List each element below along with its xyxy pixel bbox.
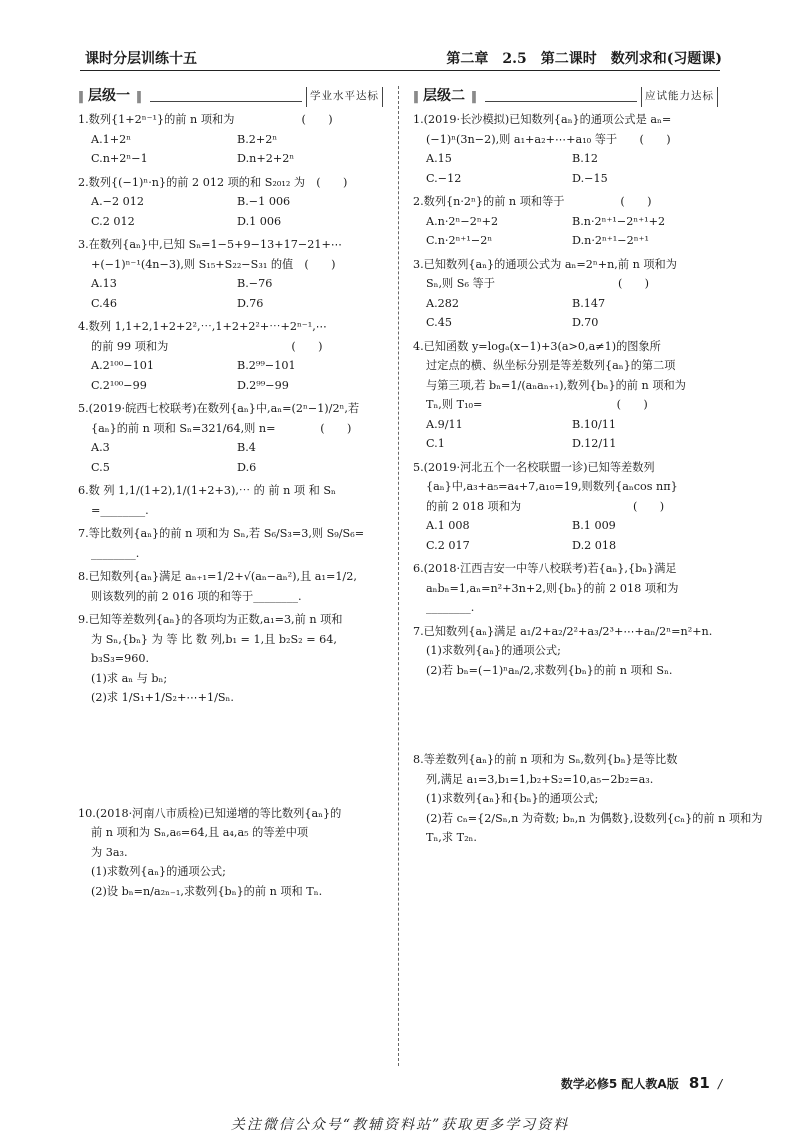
question-line: (1)求数列{aₙ}的通项公式; [91,865,226,878]
option-row [413,212,718,232]
option-row [413,536,718,556]
option-choice: C.n·2ⁿ⁺¹−2ⁿ [426,234,493,247]
question-3 [413,255,718,333]
question-line: 为 Sₙ,{bₙ} 为 等 比 数 列,b₁ = 1,且 b₂S₂ = 64, [91,632,337,646]
option-choice: B.2+2ⁿ [237,132,278,146]
spacer [78,708,383,804]
question-line: 3.在数列{aₙ}中,已知 Sₙ=1−5+9−13+17−21+⋯ [78,238,343,251]
option-choice: A.9/11 [426,417,463,431]
question-line: (2)求 1/S₁+1/S₂+⋯+1/Sₙ. [91,691,234,704]
level-title: 层级二 [423,88,465,105]
question-line: b₃S₃=960. [91,652,150,665]
option-choice: A.1+2ⁿ [91,132,132,146]
option-choice: B.4 [237,441,256,454]
level-line [150,92,302,102]
question-7 [78,524,383,563]
question-line: 8.等差数列{aₙ}的前 n 项和为 Sₙ,数列{bₙ}是等比数 [413,753,678,766]
question-line: (1)求数列{aₙ}和{bₙ}的通项公式; [426,792,599,805]
question-line: (−1)ⁿ(3n−2),则 a₁+a₂+⋯+a₁₀ 等于 ( ) [426,132,671,146]
question-line: 5.(2019·河北五个一名校联盟一诊)已知等差数列 [413,460,655,474]
option-choice: B.12 [572,152,599,165]
option-choice: D.70 [572,316,599,329]
option-choice: D.12/11 [572,437,617,450]
option-row [78,149,383,169]
question-2 [413,192,718,251]
column-divider [398,86,399,1066]
question-line: (2)设 bₙ=n/a₂ₙ₋₁,求数列{bₙ}的前 n 项和 Tₙ. [91,884,323,898]
option-choice: A.15 [426,152,452,165]
option-row [78,356,383,376]
option-choice: B.−1 006 [237,195,291,208]
question-6 [78,481,383,520]
option-choice: B.10/11 [572,417,617,431]
question-line: 的前 99 项和为 ( ) [91,339,323,353]
option-choice: D.76 [237,296,264,310]
option-choice: B.1 009 [572,519,616,532]
option-choice: A.2¹⁰⁰−101 [91,359,154,372]
question-line: 7.等比数列{aₙ}的前 n 项和为 Sₙ,若 S₆/S₃=3,则 S₉/S₆= [78,527,365,540]
level-mark-icon: ‖ [471,89,475,104]
question-line: 4.数列 1,1+2,1+2+2²,⋯,1+2+2²+⋯+2ⁿ⁻¹,⋯ [78,320,327,333]
question-line: 4.已知函数 y=logₐ(x−1)+3(a>0,a≠1)的图象所 [413,339,661,353]
level-header-2 [413,86,718,108]
right-column [413,86,763,852]
option-choice: D.6 [237,460,257,474]
question-8 [413,750,763,848]
question-line: (1)求 aₙ 与 bₙ; [91,671,168,685]
option-row [413,231,718,251]
option-choice: D.1 006 [237,214,282,228]
level-header-1 [78,86,383,108]
option-choice: C.n+2ⁿ−1 [91,152,148,165]
level-mark-icon: ‖ [78,89,82,104]
page-number: 81 [688,1074,710,1092]
option-choice: C.2¹⁰⁰−99 [91,378,147,392]
header-rule [80,70,720,71]
question-line: +(−1)ⁿ⁻¹(4n−3),则 S₁₅+S₂₂−S₃₁ 的值 ( ) [91,257,336,271]
question-line: Tₙ,求 T₂ₙ. [426,831,477,844]
option-row [78,212,383,232]
question-line: 前 n 项和为 Sₙ,a₆=64,且 a₄,a₅ 的等差中项 [91,826,309,839]
question-4 [78,317,383,395]
question-list [413,110,763,852]
spacer [413,680,718,750]
option-choice: B.−76 [237,277,273,290]
question-6 [413,559,718,618]
option-choice: A.1 008 [426,519,470,532]
option-row [413,516,718,536]
option-choice: A.282 [426,296,459,310]
question-9 [78,610,383,708]
option-choice: C.46 [91,296,117,310]
question-line: 7.已知数列{aₙ}满足 a₁/2+a₂/2²+a₃/2³+⋯+aₙ/2ⁿ=n²+n. [413,624,713,638]
question-1 [413,110,718,188]
question-10 [78,804,383,902]
footer-slash: / [717,1077,722,1091]
question-7 [413,622,718,681]
question-line: ________. [426,601,475,614]
option-choice: A.−2 012 [91,195,145,208]
question-line: {aₙ}的前 n 项和 Sₙ=321/64,则 n= ( ) [91,421,352,435]
option-row [413,169,718,189]
option-choice: A.13 [91,277,117,290]
question-line: (1)求数列{aₙ}的通项公式; [426,644,561,657]
option-choice: B.147 [572,296,606,310]
option-choice: D.−15 [572,171,608,185]
question-line: 列,满足 a₁=3,b₁=1,b₂+S₂=10,a₅−2b₂=a₃. [426,772,654,786]
option-row [413,313,718,333]
question-line: 2.数列{n·2ⁿ}的前 n 项和等于 ( ) [413,195,652,208]
option-choice: C.45 [426,316,452,329]
book-title: 数学必修5 配人教A版 [560,1077,679,1091]
question-line: 的前 2 018 项和为 ( ) [426,499,665,513]
question-line: 为 3a₃. [91,845,128,859]
option-choice: C.−12 [426,171,462,185]
level-line [485,92,637,102]
level-tag: 学业水平达标 [306,87,383,107]
question-1 [78,110,383,169]
option-row [78,192,383,212]
level-mark-icon: ‖ [136,89,140,104]
option-row [78,438,383,458]
question-5 [413,458,718,556]
question-line: {aₙ}中,a₃+a₅=a₄+7,a₁₀=19,则数列{aₙcos nπ} [426,480,678,493]
question-line: 6.(2018·江西吉安一中等八校联考)若{aₙ},{bₙ}满足 [413,562,677,575]
option-choice: A.n·2ⁿ−2ⁿ+2 [426,214,499,228]
option-choice: D.2⁹⁹−99 [237,378,289,392]
option-choice: D.n·2ⁿ⁺¹−2ⁿ⁺¹ [572,234,649,247]
level-mark-icon: ‖ [413,89,417,104]
question-3 [78,235,383,313]
option-row [78,130,383,150]
question-list [78,110,383,905]
spacer [78,901,383,905]
option-row [78,294,383,314]
page-footer [561,1074,722,1092]
question-line: 则该数列的前 2 016 项的和等于________. [91,589,302,603]
question-line: 10.(2018·河南八市质检)已知递增的等比数列{aₙ}的 [78,806,342,820]
question-line: 2.数列{(−1)ⁿ·n}的前 2 012 项的和 S₂₀₁₂ 为 ( ) [78,175,348,189]
option-choice: A.3 [91,441,110,454]
spacer [413,848,718,852]
option-choice: B.n·2ⁿ⁺¹−2ⁿ⁺¹+2 [572,214,666,228]
question-line: 6.数 列 1,1/(1+2),1/(1+2+3),⋯ 的 前 n 项 和 Sₙ [78,484,336,497]
header-right: 第二章 2.5 第二课时 数列求和(习题课) [446,51,722,67]
option-row [78,274,383,294]
option-row [413,415,718,435]
question-line: aₙbₙ=1,aₙ=n²+3n+2,则{bₙ}的前 2 018 项和为 [426,581,679,595]
option-choice: D.2 018 [572,538,617,552]
option-choice: C.2 017 [426,538,470,552]
question-line: 5.(2019·皖西七校联考)在数列{aₙ}中,aₙ=(2ⁿ−1)/2ⁿ,若 [78,402,360,415]
option-row [413,149,718,169]
option-choice: B.2⁹⁹−101 [237,359,296,372]
question-line: (2)若 cₙ={2/Sₙ,n 为奇数; bₙ,n 为偶数},设数列{cₙ}的前 n 项和为 [426,811,763,825]
option-row [78,458,383,478]
level-tag: 应试能力达标 [641,87,718,107]
question-line: ________. [91,546,140,560]
question-line: =________. [91,503,149,517]
question-line: 1.(2019·长沙模拟)已知数列{aₙ}的通项公式是 aₙ= [413,113,672,126]
question-8 [78,567,383,606]
question-5 [78,399,383,477]
question-line: 1.数列{1+2ⁿ⁻¹}的前 n 项和为 ( ) [78,113,333,126]
question-line: Sₙ,则 S₆ 等于 ( ) [426,277,650,290]
level-title: 层级一 [88,88,130,105]
option-row [78,376,383,396]
question-line: 9.已知等差数列{aₙ}的各项均为正数,a₁=3,前 n 项和 [78,613,343,626]
option-choice: C.2 012 [91,214,135,228]
option-choice: D.n+2+2ⁿ [237,152,295,165]
question-line: 与第三项,若 bₙ=1/(aₙaₙ₊₁),数列{bₙ}的前 n 项和为 [426,378,686,392]
left-column [78,86,383,905]
handwritten-note: 关注微信公众号“教辅资料站”获取更多学习资料 [230,1117,570,1133]
question-line: Tₙ,则 T₁₀= ( ) [426,398,648,411]
question-line: 过定点的横、纵坐标分别是等差数列{aₙ}的第二项 [426,359,676,372]
question-line: 8.已知数列{aₙ}满足 aₙ₊₁=1/2+√(aₙ−aₙ²),且 a₁=1/2, [78,570,357,583]
option-choice: C.1 [426,437,445,450]
header-left: 课时分层训练十五 [85,51,197,67]
question-line: (2)若 bₙ=(−1)ⁿaₙ/2,求数列{bₙ}的前 n 项和 Sₙ. [426,663,673,677]
option-choice: C.5 [91,460,110,474]
question-4 [413,337,718,454]
question-2 [78,173,383,232]
option-row [413,434,718,454]
option-row [413,294,718,314]
question-line: 3.已知数列{aₙ}的通项公式为 aₙ=2ⁿ+n,前 n 项和为 [413,257,677,271]
